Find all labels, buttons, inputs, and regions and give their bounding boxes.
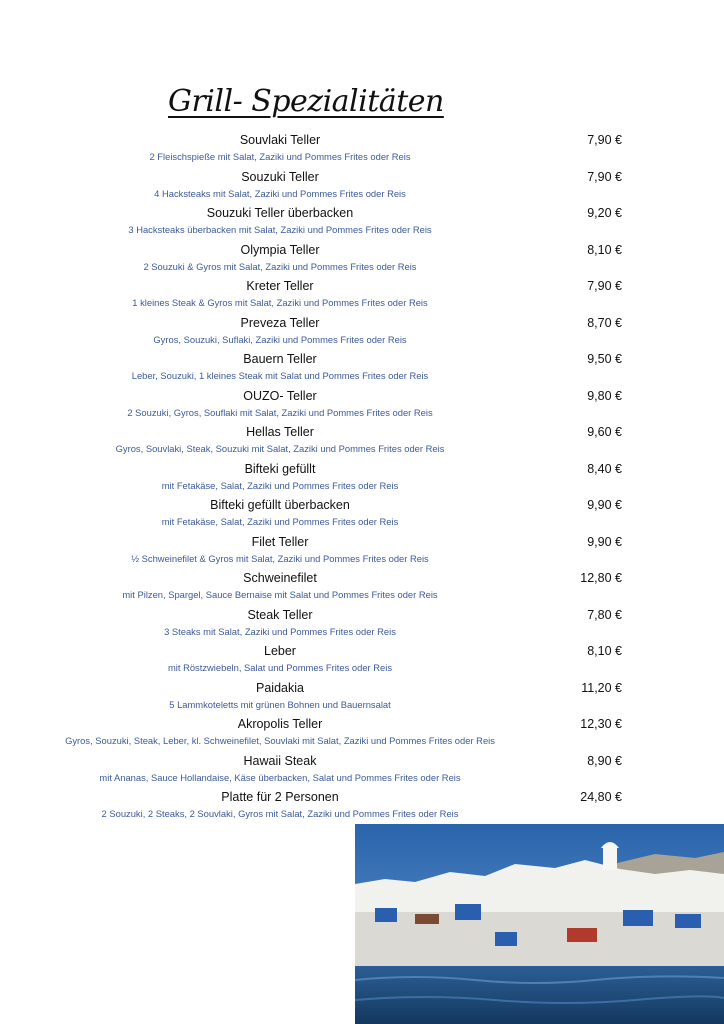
item-price: 9,20 € [587, 206, 622, 220]
item-price: 8,40 € [587, 461, 622, 476]
item-description: 4 Hacksteaks mit Salat, Zaziki und Pommes Frites oder Reis [154, 187, 406, 199]
item-name: Bauern Teller [243, 352, 317, 366]
item-description: Gyros, Souzuki, Steak, Leber, kl. Schweinefilet, Souvlaki mit Salat, Zaziki und Pommes Frites oder Reis [65, 735, 495, 746]
item-name: Akropolis Teller [237, 717, 323, 731]
item-price: 9,80 € [587, 388, 622, 403]
menu-item [0, 752, 724, 789]
menu-item [0, 533, 724, 570]
item-name: Souvlaki Teller [239, 133, 321, 147]
balcony-blue [455, 904, 481, 920]
balcony-red [567, 928, 597, 942]
item-name: Bifteki gefüllt überbacken [210, 498, 350, 512]
item-name: Hawaii Steak [243, 753, 317, 768]
balcony-blue [675, 914, 701, 928]
menu-item [0, 168, 724, 205]
menu-item [0, 387, 724, 424]
menu-item [0, 788, 724, 825]
item-price: 8,10 € [587, 242, 622, 257]
item-description: 2 Souzuki, Gyros, Souflaki mit Salat, Zaziki und Pommes Frites oder Reis [127, 406, 433, 418]
balcony-blue [623, 910, 653, 926]
item-name: Paidakia [256, 680, 304, 695]
item-description: 2 Fleischspieße mit Salat, Zaziki und Pommes Frites oder Reis [149, 151, 411, 162]
menu-item [0, 679, 724, 716]
menu-list [0, 131, 724, 825]
item-name: Souzuki Teller überbacken [206, 206, 354, 220]
menu-item [0, 569, 724, 606]
sea [355, 966, 724, 1024]
item-description: Gyros, Souvlaki, Steak, Souzuki mit Salat, Zaziki und Pommes Frites oder Reis [115, 443, 445, 454]
item-name: Olympia Teller [240, 242, 320, 257]
house-shadow [355, 912, 724, 966]
menu-item [0, 715, 724, 752]
item-description: 2 Souzuki, 2 Steaks, 2 Souvlaki, Gyros mit Salat, Zaziki und Pommes Frites oder Reis [101, 808, 459, 819]
item-name: Kreter Teller [246, 279, 314, 293]
harbor-illustration [355, 824, 724, 1024]
menu-item [0, 460, 724, 497]
menu-item [0, 314, 724, 351]
item-description: mit Fetakäse, Salat, Zaziki und Pommes Frites oder Reis [161, 479, 399, 491]
item-price: 7,80 € [587, 607, 622, 622]
item-price: 9,90 € [587, 498, 622, 512]
item-name: Filet Teller [251, 534, 309, 549]
church-tower [603, 846, 617, 870]
balcony-blue [495, 932, 517, 946]
menu-item [0, 131, 724, 168]
item-description: mit Pilzen, Spargel, Sauce Bernaise mit Salat und Pommes Frites oder Reis [122, 589, 438, 600]
item-price: 24,80 € [580, 790, 622, 804]
item-description: ½ Schweinefilet & Gyros mit Salat, Zaziki und Pommes Frites oder Reis [131, 552, 429, 564]
item-name: Platte für 2 Personen [221, 790, 339, 804]
item-description: 2 Souzuki & Gyros mit Salat, Zaziki und Pommes Frites oder Reis [143, 260, 417, 272]
menu-item [0, 277, 724, 314]
item-price: 7,90 € [587, 133, 622, 147]
item-name: Schweinefilet [243, 571, 317, 585]
item-price: 7,90 € [587, 279, 622, 293]
menu-item [0, 350, 724, 387]
item-price: 9,50 € [587, 352, 622, 366]
item-name: Souzuki Teller [241, 169, 319, 184]
item-description: 5 Lammkoteletts mit grünen Bohnen und Bauernsalat [169, 698, 391, 710]
item-price: 11,20 € [581, 680, 622, 695]
menu-item [0, 241, 724, 278]
item-description: 3 Hacksteaks überbacken mit Salat, Zaziki und Pommes Frites oder Reis [128, 224, 432, 235]
menu-item [0, 496, 724, 533]
item-name: Leber [264, 644, 296, 658]
item-name: Steak Teller [247, 607, 313, 622]
harbor-photo [355, 824, 724, 1024]
item-price: 8,10 € [587, 644, 622, 658]
menu-item [0, 606, 724, 643]
menu-item [0, 642, 724, 679]
item-price: 12,80 € [580, 571, 622, 585]
item-name: OUZO- Teller [243, 388, 317, 403]
item-description: Gyros, Souzuki, Suflaki, Zaziki und Pommes Frites oder Reis [153, 333, 407, 345]
page-title: Grill- Spezialitäten [168, 84, 444, 119]
item-price: 8,70 € [587, 315, 622, 330]
item-price: 9,60 € [587, 425, 622, 439]
item-price: 9,90 € [587, 534, 622, 549]
item-description: Leber, Souzuki, 1 kleines Steak mit Salat und Pommes Frites oder Reis [131, 370, 429, 381]
menu-item [0, 204, 724, 241]
item-price: 12,30 € [580, 717, 622, 731]
balcony-blue [375, 908, 397, 922]
item-name: Hellas Teller [246, 425, 314, 439]
item-price: 8,90 € [587, 753, 622, 768]
item-name: Preveza Teller [240, 315, 320, 330]
item-description: 3 Steaks mit Salat, Zaziki und Pommes Frites oder Reis [164, 625, 396, 637]
item-price: 7,90 € [587, 169, 622, 184]
item-description: mit Fetakäse, Salat, Zaziki und Pommes Frites oder Reis [161, 516, 399, 527]
balcony-brown [415, 914, 439, 924]
item-description: mit Ananas, Sauce Hollandaise, Käse überbacken, Salat und Pommes Frites oder Reis [99, 771, 461, 783]
item-description: mit Röstzwiebeln, Salat und Pommes Frites oder Reis [167, 662, 393, 673]
item-description: 1 kleines Steak & Gyros mit Salat, Zaziki und Pommes Frites oder Reis [132, 297, 428, 308]
item-name: Bifteki gefüllt [244, 461, 316, 476]
menu-item [0, 423, 724, 460]
